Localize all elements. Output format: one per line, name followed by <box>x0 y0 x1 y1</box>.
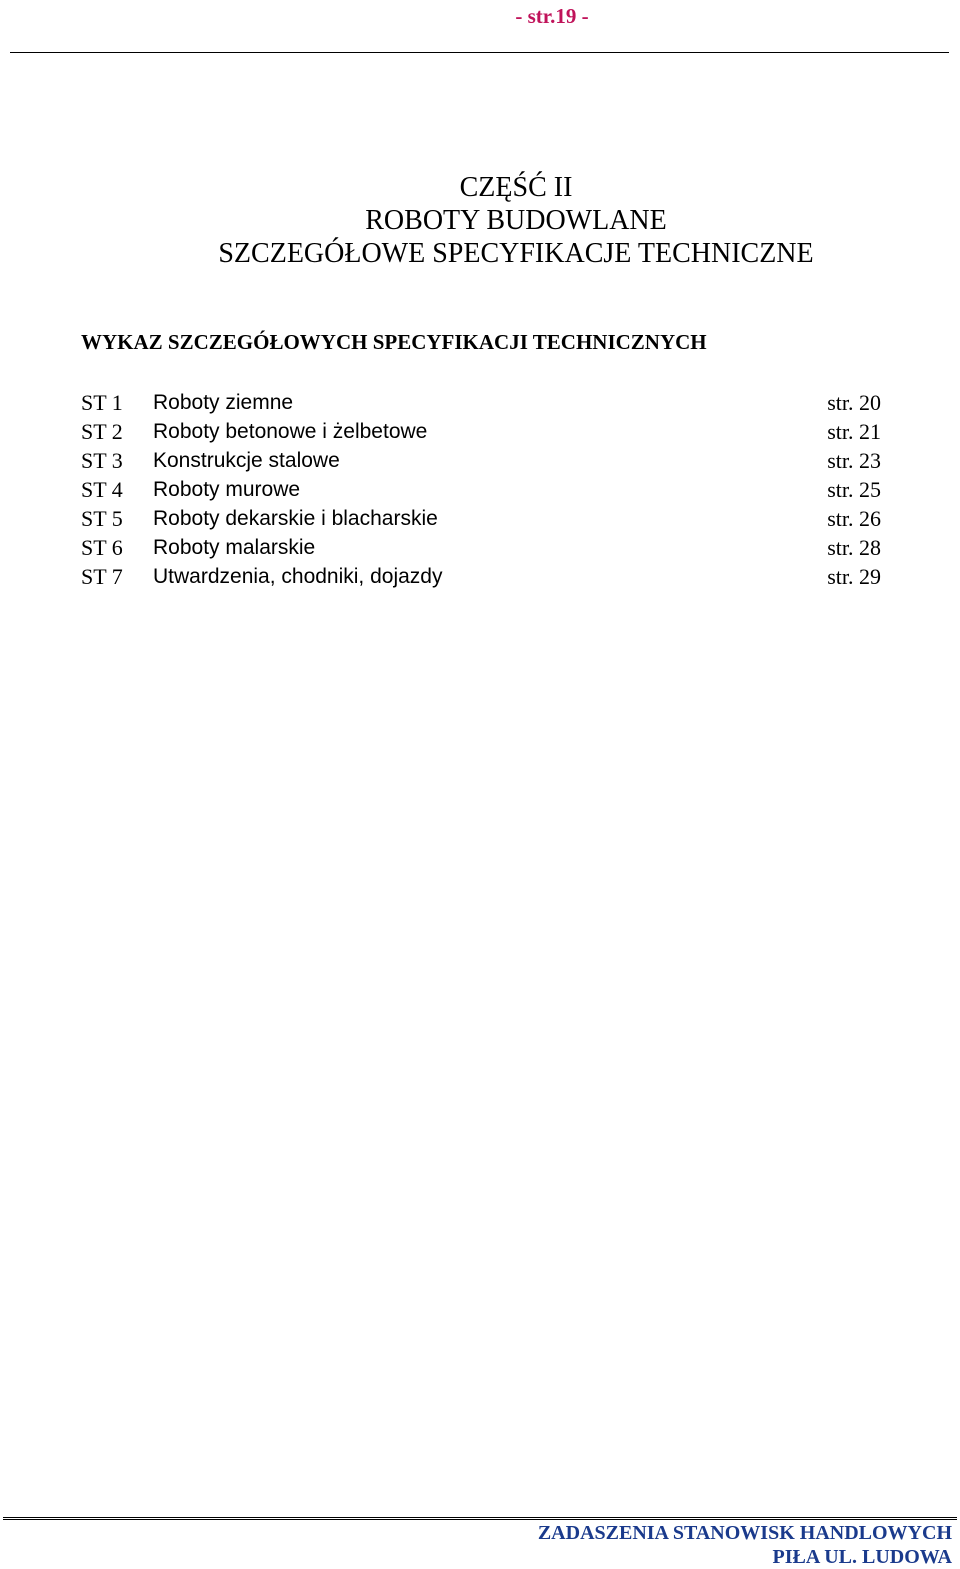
spec-page: str. 21 <box>827 419 881 444</box>
spec-page: str. 20 <box>827 390 881 415</box>
spec-name: Roboty betonowe i żelbetowe <box>153 420 428 443</box>
subtitle: SZCZEGÓŁOWE SPECYFIKACJE TECHNICZNE <box>218 238 814 269</box>
spec-code: ST 4 <box>81 477 123 502</box>
spec-code: ST 6 <box>81 535 123 560</box>
list-item <box>81 533 881 562</box>
list-item <box>81 504 881 533</box>
list-item <box>81 388 881 417</box>
spec-page: str. 25 <box>827 477 881 502</box>
list-item <box>81 417 881 446</box>
footer-project-title: ZADASZENIA STANOWISK HANDLOWYCH <box>537 1522 952 1544</box>
spec-page: str. 26 <box>827 506 881 531</box>
spec-code: ST 2 <box>81 419 123 444</box>
spec-list-heading: WYKAZ SZCZEGÓŁOWYCH SPECYFIKACJI TECHNICZNYCH <box>81 330 707 354</box>
list-item <box>81 475 881 504</box>
page-number: - str.19 - <box>515 4 589 28</box>
spec-page: str. 23 <box>827 448 881 473</box>
header-divider <box>10 52 949 53</box>
spec-name: Utwardzenia, chodniki, dojazdy <box>153 565 443 588</box>
spec-code: ST 3 <box>81 448 123 473</box>
spec-code: ST 1 <box>81 390 123 415</box>
spec-name: Roboty murowe <box>153 478 301 501</box>
footer-divider <box>3 1517 957 1520</box>
spec-page: str. 28 <box>827 535 881 560</box>
part-title: CZĘŚĆ II <box>459 172 573 203</box>
footer-location: PIŁA UL. LUDOWA <box>772 1546 952 1568</box>
section-title: ROBOTY BUDOWLANE <box>365 205 667 236</box>
spec-code: ST 5 <box>81 506 123 531</box>
spec-code: ST 7 <box>81 564 123 589</box>
spec-name: Roboty dekarskie i blacharskie <box>153 507 438 530</box>
list-item <box>81 446 881 475</box>
spec-list <box>81 388 881 591</box>
spec-name: Konstrukcje stalowe <box>153 449 340 472</box>
list-item <box>81 562 881 591</box>
spec-name: Roboty ziemne <box>153 391 294 414</box>
spec-name: Roboty malarskie <box>153 536 316 559</box>
spec-page: str. 29 <box>827 564 881 589</box>
